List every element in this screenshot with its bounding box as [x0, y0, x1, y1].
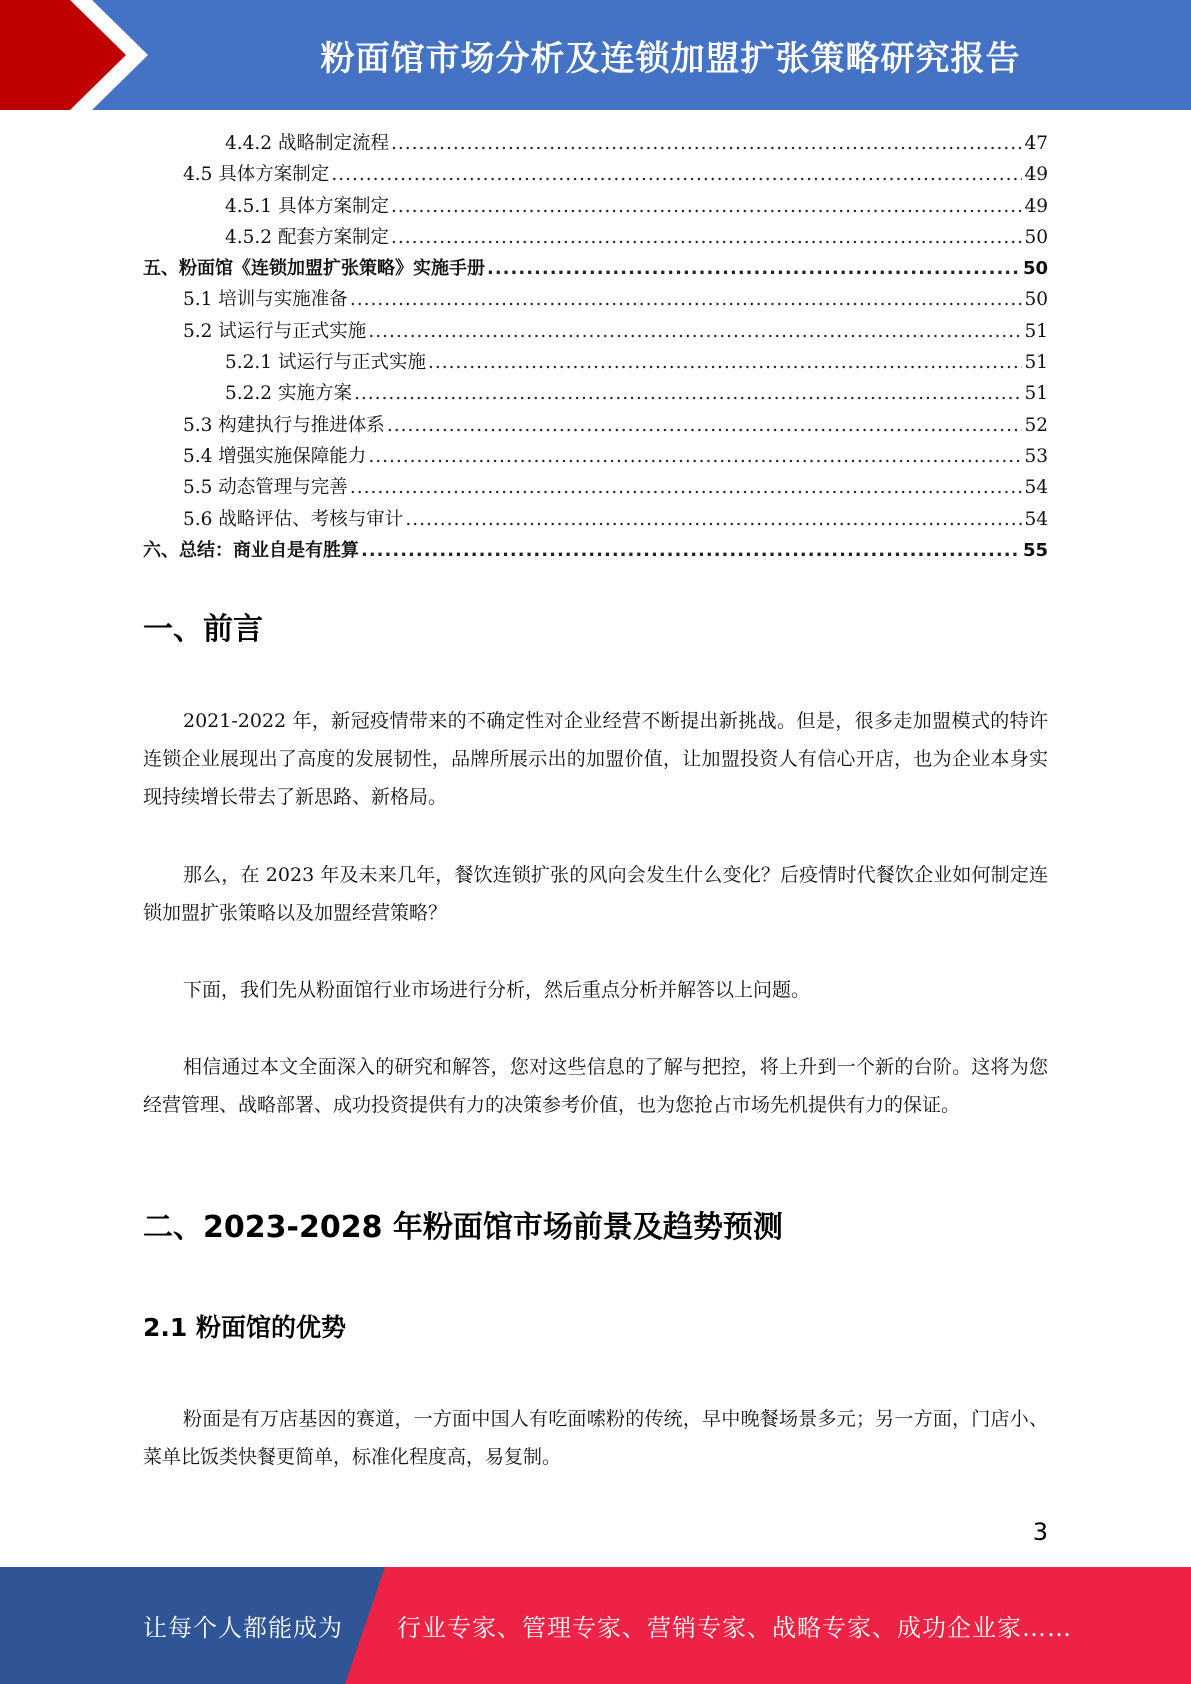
toc-entry-page: 50 — [1024, 289, 1048, 311]
toc-entry-label: 六、总结：商业自是有胜算 — [143, 539, 359, 561]
toc-entry-page: 49 — [1024, 164, 1048, 186]
toc-entry[interactable] — [143, 159, 1048, 190]
toc-entry-page: 54 — [1024, 508, 1048, 530]
advantage-paragraph-1: 粉面是有万店基因的赛道，一方面中国人有吃面嗦粉的传统，早中晚餐场景多元；另一方面，门店小、菜单比饭类快餐更简单，标准化程度高，易复制。 — [143, 1408, 1048, 1468]
toc-entry[interactable] — [143, 284, 1048, 315]
toc-entry-label: 4.4.2 战略制定流程 — [225, 133, 389, 154]
toc-leader-dots — [354, 378, 1023, 409]
toc-entry[interactable] — [143, 535, 1048, 566]
section-heading-preface: 一、前言 — [143, 612, 263, 647]
toc-entry[interactable] — [143, 472, 1048, 503]
toc-entry-page: 53 — [1024, 445, 1048, 467]
toc-entry-label: 4.5 具体方案制定 — [183, 164, 330, 186]
toc-leader-dots — [391, 128, 1022, 159]
toc-entry-label: 5.2.2 实施方案 — [225, 383, 352, 405]
toc-leader-dots — [428, 347, 1022, 378]
footer-slogan-left: 让每个人都能成为 — [143, 1614, 343, 1642]
toc-entry-label: 5.2 试运行与正式实施 — [183, 320, 367, 342]
toc-leader-dots — [368, 316, 1022, 347]
toc-entry-page: 51 — [1024, 383, 1048, 405]
toc-entry[interactable] — [143, 128, 1048, 159]
toc-entry-label: 五、粉面馆《连锁加盟扩张策略》实施手册 — [143, 258, 485, 280]
page-number: 3 — [1032, 1518, 1048, 1546]
section-heading-trend: 二、2023-2028 年粉面馆市场前景及趋势预测 — [143, 1210, 783, 1245]
preface-paragraph-1: 2021-2022 年，新冠疫情带来的不确定性对企业经营不断提出新挑战。但是，很多走加盟模式的特许连锁企业展现出了高度的发展韧性，品牌所展示出的加盟价值，让加盟投资人有信心开店，也为企业本身实现持续增长带去了新思路、新格局。 — [143, 710, 1048, 808]
page-header — [0, 0, 1191, 110]
page-footer — [0, 1567, 1191, 1684]
toc-entry[interactable] — [143, 504, 1048, 535]
header-arrow-decoration — [0, 0, 150, 110]
toc-leader-dots — [391, 191, 1022, 222]
toc-entry[interactable] — [143, 253, 1048, 284]
toc-entry-label: 5.1 培训与实施准备 — [183, 289, 348, 311]
toc-entry-label: 4.5.1 具体方案制定 — [225, 195, 389, 217]
toc-entry-label: 5.3 构建执行与推进体系 — [183, 414, 385, 436]
toc-entry-label: 5.2.1 试运行与正式实施 — [225, 352, 426, 374]
toc-entry[interactable] — [143, 441, 1048, 472]
toc-entry-label: 4.5.2 配套方案制定 — [225, 226, 389, 248]
toc-entry-page: 54 — [1024, 477, 1048, 499]
toc-entry[interactable] — [143, 410, 1048, 441]
report-title: 粉面馆市场分析及连锁加盟扩张策略研究报告 — [320, 38, 1021, 79]
toc-entry-label: 5.5 动态管理与完善 — [183, 477, 348, 499]
toc-leader-dots — [387, 410, 1023, 441]
toc-entry-label: 5.6 战略评估、考核与审计 — [183, 508, 404, 530]
toc-entry-page: 51 — [1024, 352, 1048, 374]
toc-entry-page: 47 — [1024, 133, 1048, 154]
toc-entry-page: 52 — [1024, 414, 1048, 436]
toc-leader-dots — [361, 535, 1021, 566]
toc-leader-dots — [368, 441, 1022, 472]
toc-leader-dots — [487, 253, 1021, 284]
toc-entry[interactable] — [143, 191, 1048, 222]
toc-entry[interactable] — [143, 222, 1048, 253]
toc-entry-page: 50 — [1022, 258, 1048, 280]
toc-leader-dots — [350, 472, 1023, 503]
toc-entry[interactable] — [143, 378, 1048, 409]
toc-entry-page: 49 — [1024, 195, 1048, 217]
toc-leader-dots — [391, 222, 1022, 253]
subsection-heading-advantage: 2.1 粉面馆的优势 — [143, 1313, 346, 1342]
preface-paragraph-2: 那么，在 2023 年及未来几年，餐饮连锁扩张的风向会发生什么变化？后疫情时代餐饮企业如何制定连锁加盟扩张策略以及加盟经营策略？ — [143, 864, 1048, 924]
toc-entry-label: 5.4 增强实施保障能力 — [183, 445, 367, 467]
table-of-contents — [143, 128, 1048, 566]
toc-leader-dots — [405, 504, 1022, 535]
footer-slogan-right: 行业专家、管理专家、营销专家、战略专家、成功企业家…… — [397, 1614, 1072, 1642]
toc-entry-page: 51 — [1024, 320, 1048, 342]
toc-entry[interactable] — [143, 316, 1048, 347]
preface-paragraph-3: 下面，我们先从粉面馆行业市场进行分析，然后重点分析并解答以上问题。 — [183, 979, 811, 1001]
toc-entry[interactable] — [143, 347, 1048, 378]
toc-entry-page: 50 — [1024, 226, 1048, 248]
preface-paragraph-4: 相信通过本文全面深入的研究和解答，您对这些信息的了解与把控，将上升到一个新的台阶。这将为您经营管理、战略部署、成功投资提供有力的决策参考价值，也为您抢占市场先机提供有力的保证。 — [143, 1056, 1048, 1116]
toc-entry-page: 55 — [1022, 539, 1048, 561]
toc-leader-dots — [350, 284, 1023, 315]
toc-leader-dots — [331, 159, 1022, 190]
